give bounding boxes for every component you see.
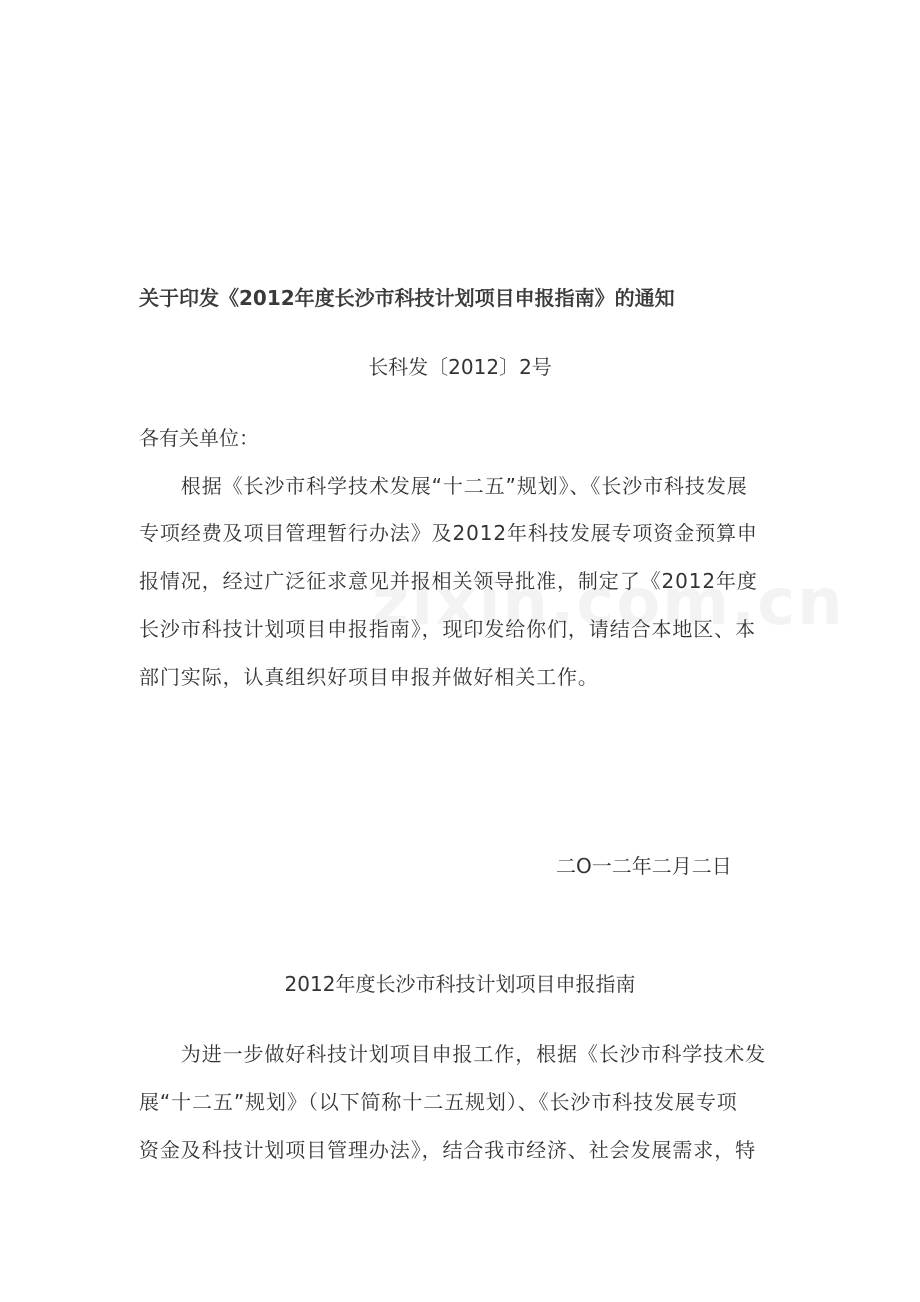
notice-date: 二O一二年二月二日 [556, 854, 732, 878]
notice-title: 关于印发《2012年度长沙市科技计划项目申报指南》的通知 [139, 286, 675, 310]
guide-body-line: 为进一步做好科技计划项目申报工作，根据《长沙市科学技术发 [139, 1042, 766, 1066]
notice-body-line: 部门实际，认真组织好项目申报并做好相关工作。 [139, 665, 599, 689]
guide-body-line: 展“十二五”规划》（以下简称十二五规划）、《长沙市科技发展专项 [139, 1090, 738, 1114]
notice-body-line: 长沙市科技计划项目申报指南》，现印发给你们，请结合本地区、本 [139, 617, 756, 641]
salutation: 各有关单位： [139, 426, 259, 450]
notice-body-line: 专项经费及项目管理暂行办法》及2012年科技发展专项资金预算申 [139, 521, 758, 545]
document-number: 长科发〔2012〕2号 [368, 355, 552, 379]
guide-body-line: 资金及科技计划项目管理办法》，结合我市经济、社会发展需求，特 [139, 1138, 756, 1162]
guide-title: 2012年度长沙市科技计划项目申报指南 [284, 972, 636, 996]
notice-body-line: 报情况，经过广泛征求意见并报相关领导批准，制定了《2012年度 [139, 569, 758, 593]
notice-body-line: 根据《长沙市科学技术发展“十二五”规划》、《长沙市科技发展 [139, 474, 748, 498]
